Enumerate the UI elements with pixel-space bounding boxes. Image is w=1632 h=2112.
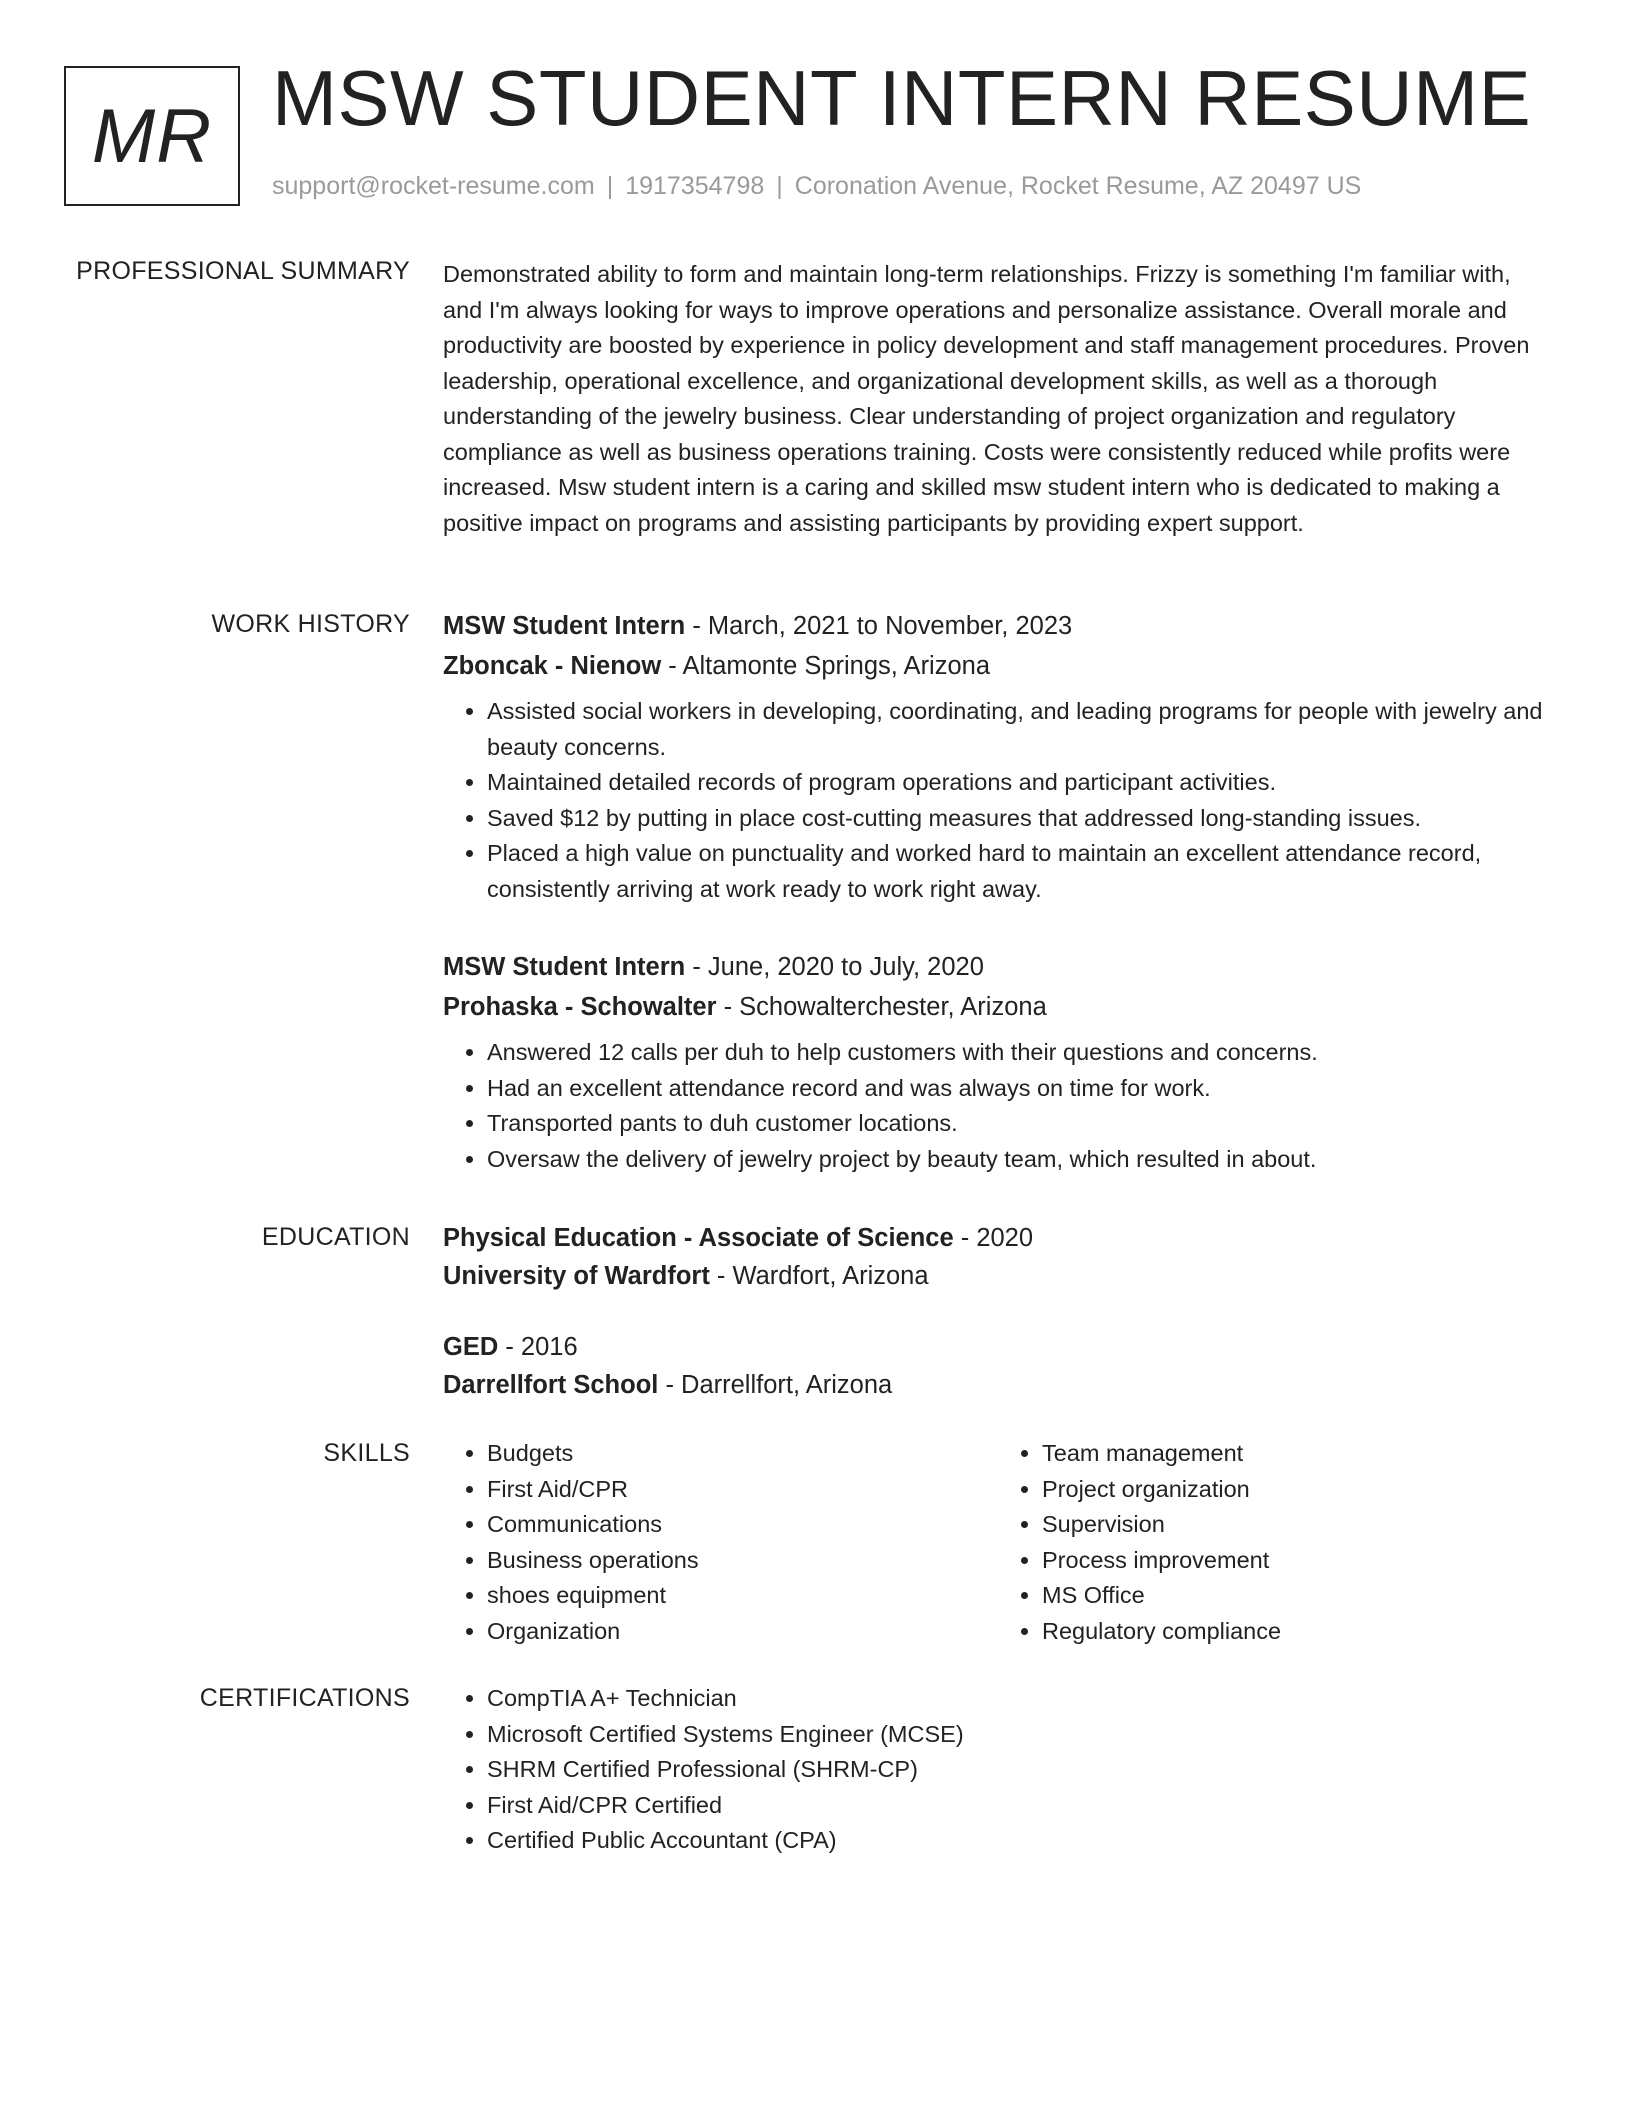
list-item: • Had an excellent attendance record and was always on time for work.	[487, 1071, 1553, 1107]
education-entry	[443, 1219, 1553, 1295]
contact-phone: 1917354798	[625, 172, 765, 200]
list-item: • Placed a high value on punctuality and worked hard to maintain an excellent attendance record, consistently arriving at work ready to work right away.	[487, 836, 1553, 907]
education-degree-line	[443, 1328, 1553, 1366]
list-item: • Answered 12 calls per duh to help customers with their questions and concerns.	[487, 1035, 1553, 1071]
job-bullets	[443, 694, 1553, 907]
job-title: MSW Student Intern	[443, 953, 686, 981]
job-company: Zboncak - Nienow	[443, 652, 662, 680]
education-degree: Physical Education - Associate of Science	[443, 1224, 954, 1252]
list-item: • Oversaw the delivery of jewelry project by beauty team, which resulted in about.	[487, 1142, 1553, 1178]
list-item: • Supervision	[1042, 1507, 1553, 1543]
contact-line	[272, 172, 1361, 201]
list-item: • Transported pants to duh customer locations.	[487, 1106, 1553, 1142]
list-item: • Saved $12 by putting in place cost-cutting measures that addressed long-standing issues.	[487, 801, 1553, 837]
list-item: • Regulatory compliance	[1042, 1614, 1553, 1650]
job-title: MSW Student Intern	[443, 612, 686, 640]
education-year: - 2020	[953, 1224, 1034, 1252]
section-label-summary: PROFESSIONAL SUMMARY	[76, 257, 410, 285]
list-item: • Organization	[487, 1614, 998, 1650]
skills-block	[443, 1436, 1553, 1649]
job-bullets	[443, 1035, 1553, 1177]
education-degree-line	[443, 1219, 1553, 1257]
job-entry	[443, 606, 1553, 907]
section-label-certifications: CERTIFICATIONS	[199, 1684, 410, 1712]
contact-separator: |	[606, 172, 614, 200]
section-label-skills: SKILLS	[323, 1439, 410, 1467]
education-degree: GED	[443, 1333, 499, 1361]
certifications-block	[443, 1681, 1553, 1859]
education-location: - Darrellfort, Arizona	[658, 1371, 893, 1399]
list-item: • Certified Public Accountant (CPA)	[487, 1823, 1553, 1859]
list-item: • Maintained detailed records of program operations and participant activities.	[487, 765, 1553, 801]
job-dates: - June, 2020 to July, 2020	[685, 953, 984, 981]
monogram-initials: MR	[91, 93, 213, 179]
education-location: - Wardfort, Arizona	[709, 1262, 929, 1290]
skills-list-right	[998, 1436, 1553, 1649]
list-item: • Budgets	[487, 1436, 998, 1472]
job-dates: - March, 2021 to November, 2023	[685, 612, 1073, 640]
job-title-line	[443, 606, 1553, 646]
education-school-line	[443, 1257, 1553, 1295]
job-company: Prohaska - Schowalter	[443, 993, 717, 1021]
section-label-work: WORK HISTORY	[211, 610, 410, 638]
skills-list-left	[443, 1436, 998, 1649]
skills-columns	[443, 1436, 1553, 1649]
contact-separator: |	[776, 172, 783, 200]
job-location: - Schowalterchester, Arizona	[716, 993, 1047, 1021]
certifications-list	[443, 1681, 1553, 1859]
list-item: • Communications	[487, 1507, 998, 1543]
education-school: Darrellfort School	[443, 1371, 659, 1399]
list-item: • shoes equipment	[487, 1578, 998, 1614]
list-item: • Process improvement	[1042, 1543, 1553, 1579]
list-item: • Project organization	[1042, 1472, 1553, 1508]
job-title-line	[443, 947, 1553, 987]
list-item: • First Aid/CPR	[487, 1472, 998, 1508]
job-entry	[443, 947, 1553, 1177]
monogram-box	[64, 66, 240, 206]
contact-address: Coronation Avenue, Rocket Resume, AZ 20497 US	[794, 172, 1362, 200]
job-company-line	[443, 987, 1553, 1027]
education-year: - 2016	[498, 1333, 578, 1361]
summary-text: Demonstrated ability to form and maintain long-term relationships. Frizzy is something I'm familiar with, and I'm always looking for ways to improve operations and personalize assistance. Overall morale and productivity are boosted by experience in policy development and staff management procedures. Proven leadership, operational excellence, and organizational development skills, as well as a thorough understanding of the jewelry business. Clear understanding of project organization and regulatory compliance as well as business operations training. Costs were consistently reduced while profits were increased. Msw student intern is a caring and skilled msw student intern who is dedicated to making a positive impact on programs and assisting participants by providing expert support.	[443, 261, 1530, 536]
contact-email: support@rocket-resume.com	[272, 172, 595, 200]
education-school-line	[443, 1366, 1553, 1404]
job-company-line	[443, 646, 1553, 686]
list-item: • Assisted social workers in developing, coordinating, and leading programs for people with jewelry and beauty concerns.	[487, 694, 1553, 765]
education-school: University of Wardfort	[443, 1262, 710, 1290]
list-item: • MS Office	[1042, 1578, 1553, 1614]
list-item: • CompTIA A+ Technician	[487, 1681, 1553, 1717]
education-entry	[443, 1328, 1553, 1404]
list-item: • SHRM Certified Professional (SHRM-CP)	[487, 1752, 1553, 1788]
resume-title: MSW STUDENT INTERN RESUME	[272, 54, 1532, 142]
list-item: • First Aid/CPR Certified	[487, 1788, 1553, 1824]
job-location: - Altamonte Springs, Arizona	[661, 652, 991, 680]
list-item: • Team management	[1042, 1436, 1553, 1472]
list-item: • Microsoft Certified Systems Engineer (MCSE)	[487, 1717, 1553, 1753]
section-label-education: EDUCATION	[261, 1223, 410, 1251]
list-item: • Business operations	[487, 1543, 998, 1579]
